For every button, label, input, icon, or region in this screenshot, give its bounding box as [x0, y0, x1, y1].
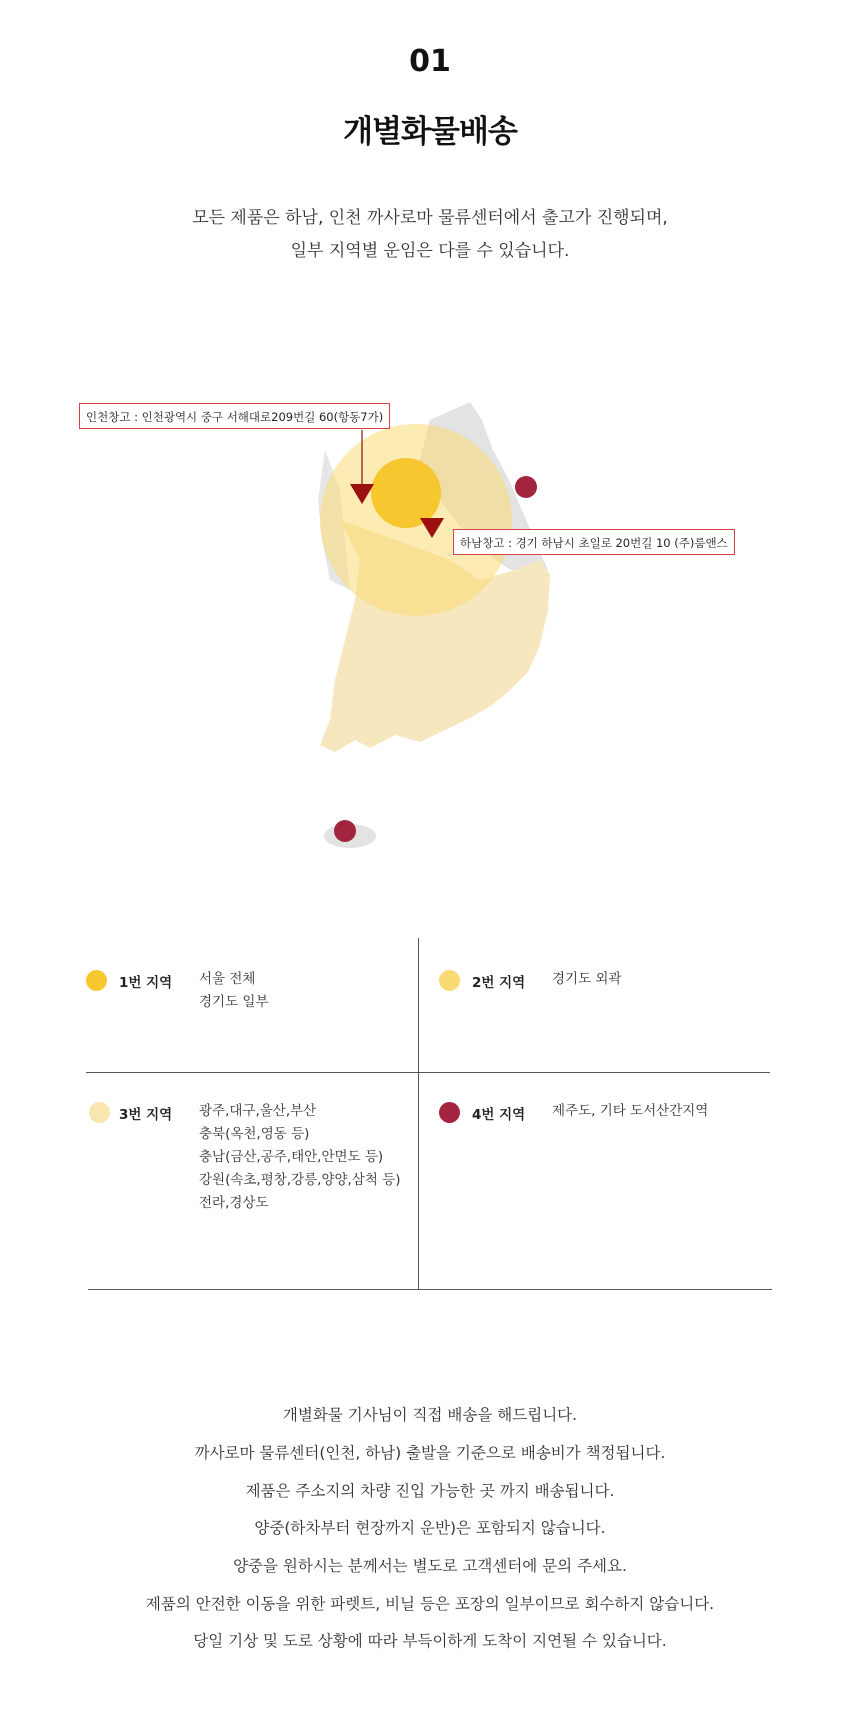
zone-description — [199, 968, 269, 1014]
zone-label: 4번 지역 — [472, 1107, 526, 1123]
zone-line: 충남(금산,공주,태안,안면도 등) — [199, 1149, 384, 1165]
note-line: 양중을 원하시는 분께서는 별도로 고객센터에 문의 주세요. — [233, 1557, 627, 1575]
note-line: 제품은 주소지의 차량 진입 가능한 곳 까지 배송됩니다. — [245, 1482, 615, 1500]
zone-3-dot — [89, 1102, 110, 1123]
note-line: 양중(하차부터 현장까지 운반)은 포함되지 않습니다. — [254, 1519, 606, 1537]
zone-label: 2번 지역 — [472, 975, 526, 991]
zone-description — [552, 1100, 708, 1123]
zone-line: 강원(속초,평창,강릉,양양,삼척 등) — [199, 1172, 401, 1188]
section-title: 개별화물배송 — [343, 114, 517, 150]
zone-description — [199, 1100, 401, 1215]
zone-4-marker-ulleung — [515, 476, 537, 498]
warehouse-address: : 경기 하남시 초일로 20번길 10 (주)룸앤스 — [504, 536, 728, 550]
warehouse-address: : 인천광역시 중구 서해대로209번길 60(항동7가) — [130, 410, 384, 424]
zone-2-dot — [439, 970, 460, 991]
zone-line: 경기도 일부 — [199, 994, 269, 1010]
zone-4-marker-jeju — [334, 820, 356, 842]
note-line: 당일 기상 및 도로 상황에 따라 부득이하게 도착이 지연될 수 있습니다. — [193, 1632, 667, 1650]
intro-line: 일부 지역별 운임은 다를 수 있습니다. — [290, 241, 570, 261]
zone-line: 광주,대구,울산,부산 — [199, 1103, 317, 1119]
zone-label: 3번 지역 — [119, 1107, 173, 1123]
zone-1-dot — [86, 970, 107, 991]
zone-description — [552, 968, 622, 991]
zone-line: 서울 전체 — [199, 971, 256, 987]
note-line: 제품의 안전한 이동을 위한 파렛트, 비닐 등은 포장의 일부이므로 회수하지 않습니다. — [145, 1595, 715, 1613]
zone-line: 충북(옥천,영동 등) — [199, 1126, 310, 1142]
note-line: 까사로마 물류센터(인천, 하남) 출발을 기준으로 배송비가 책정됩니다. — [194, 1444, 666, 1462]
incheon-warehouse-callout — [79, 403, 390, 429]
zone-line: 제주도, 기타 도서산간지역 — [552, 1103, 709, 1119]
note-line: 개별화물 기사님이 직접 배송을 해드립니다. — [282, 1406, 578, 1424]
zone-label: 1번 지역 — [119, 975, 173, 991]
section-number: 01 — [409, 44, 451, 79]
zone-4-dot — [439, 1102, 460, 1123]
hanam-warehouse-callout — [453, 529, 735, 555]
zone-1-area — [371, 458, 441, 528]
zone-line: 경기도 외곽 — [552, 971, 622, 987]
zone-table — [86, 938, 770, 1290]
intro-line: 모든 제품은 하남, 인천 까사로마 물류센터에서 출고가 진행되며, — [192, 208, 668, 228]
korea-delivery-map — [0, 380, 860, 860]
warehouse-name: 인천창고 — [86, 410, 131, 424]
warehouse-name: 하남창고 — [460, 536, 505, 550]
zone-line: 전라,경상도 — [199, 1195, 269, 1211]
